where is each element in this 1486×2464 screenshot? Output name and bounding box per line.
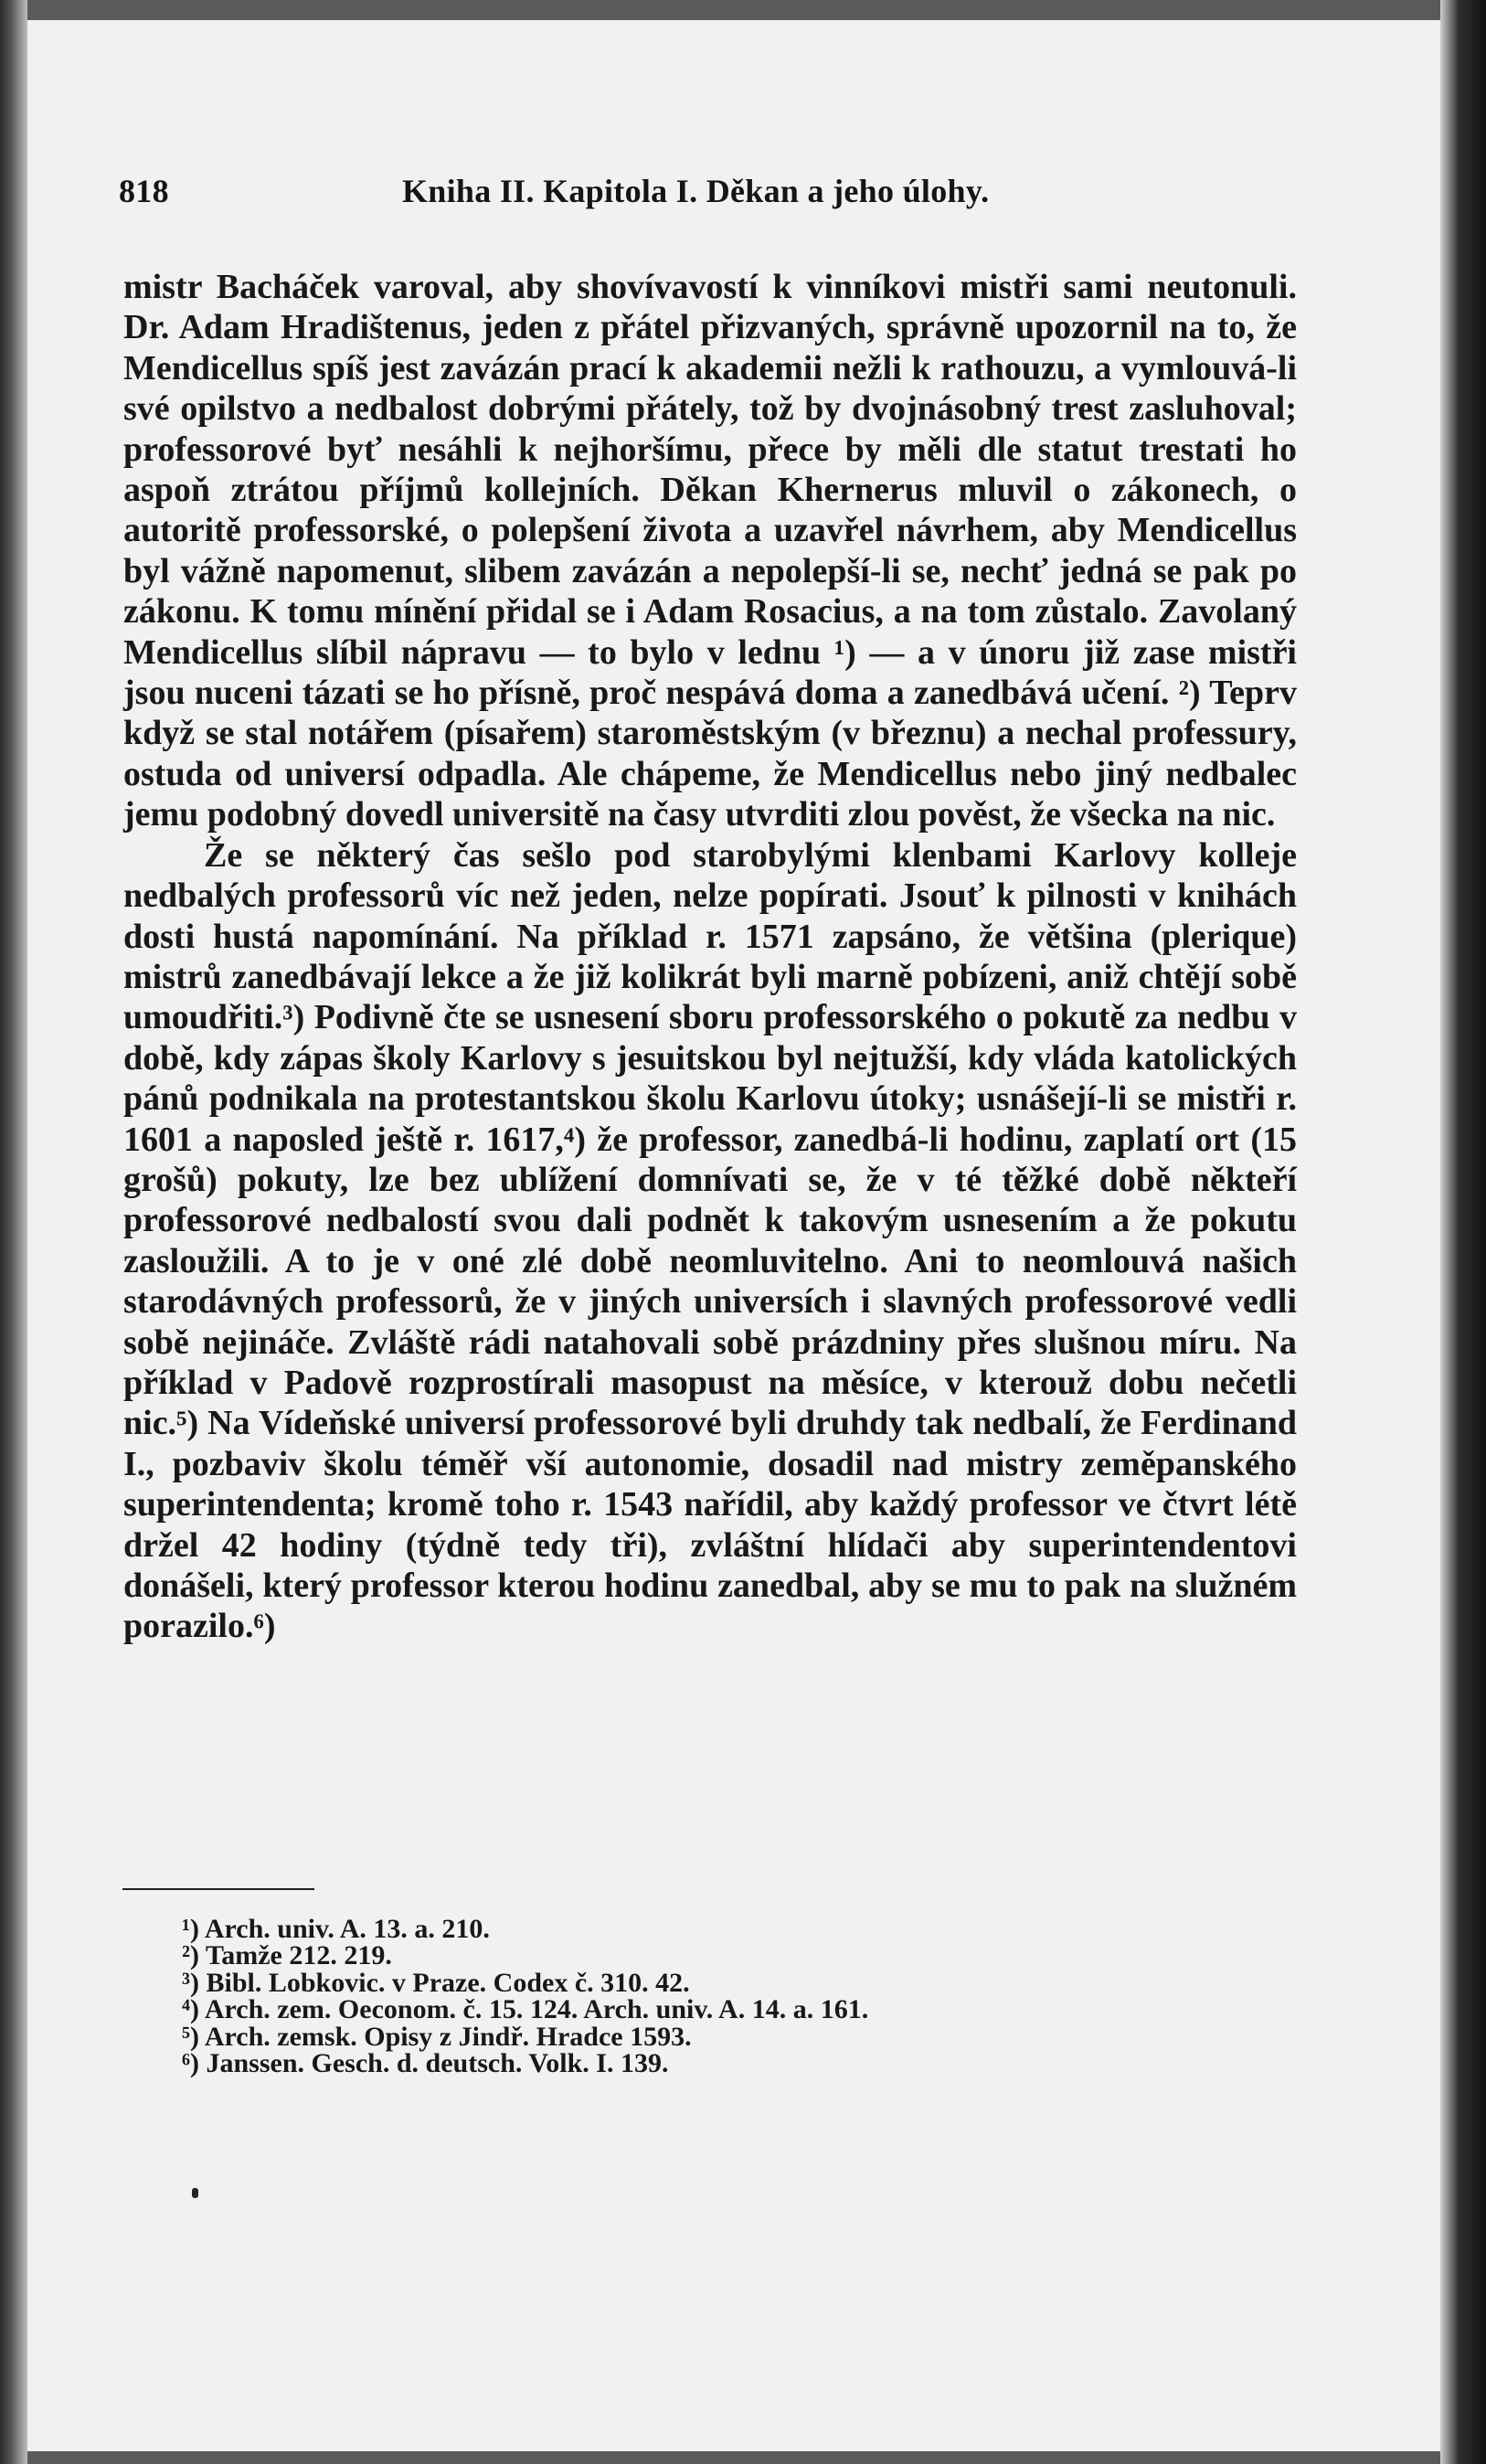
footnote-text: Tamže 212. 219. (205, 1940, 392, 1971)
footnote-text: Arch. zem. Oeconom. č. 15. 124. Arch. univ. A. 14. a. 161. (204, 1994, 869, 2025)
page-number: 818 (119, 173, 169, 209)
footnote-mark: ³) (182, 1967, 199, 1998)
footnote (182, 1940, 1261, 1971)
footnote (182, 1994, 1261, 2025)
running-title: Kniha II. Kapitola I. Děkan a jeho úlohy. (402, 173, 990, 209)
footnote-mark: ⁶) (182, 2048, 199, 2079)
footnote-mark: ⁴) (182, 1994, 199, 2025)
footnote (182, 1914, 1261, 1944)
footnote (182, 2021, 1261, 2052)
scan-edge-right (1440, 0, 1486, 2464)
paragraph: Že se některý čas sešlo pod starobylými klenbami Karlovy kolleje nedbalých professorů víc než jeden, nelze popírati. Jsouť k pilnosti v knihách dosti hustá napomínání. Na příklad r. 1571 zapsáno, že většina (plerique) mistrů zanedbávají lekce a že již kolikrát byli marně pobízeni, aniž chtějí sobě umoudřiti.³) Podivně čte se usnesení sboru professorského o pokutě za nedbu v době, kdy zápas školy Karlovy s jesuitskou byl nejtužší, kdy vláda katolických pánů podnikala na protestantskou školu Karlovu útoky; usnášejí-li se mistři r. 1601 a naposled ještě r. 1617,⁴) že professor, zanedbá-li hodinu, zaplatí ort (15 grošů) pokuty, lze bez ublížení domnívati se, že v té těžké době někteří professorové nedbalostí svou dali podnět k takovým usnesením a že pokutu zasloužili. A to je v oné zlé době neomluvitelno. Ani to neomlouvá našich starodávných professorů, že v jiných universích i slavných professorové vedli sobě nejináče. Zvláště rádi natahovali sobě prázdniny přes slušnou míru. Na příklad v Padově rozprostírali masopust na měsíce, v kterouž dobu nečetli nic.⁵) Na Vídeňské universí professorové byli druhdy tak nedbalí, že Ferdinand I., pozbaviv školu téměř vší autonomie, dosadil nad mistry zeměpanského superintendenta; kromě toho r. 1543 nařídil, aby každý professor ve čtvrt létě držel 42 hodiny (týdně tedy tři), zvláštní hlídači aby superintendentovi donášeli, který professor kterou hodinu zanedbal, aby se mu to pak na služném porazilo.⁶) (123, 835, 1297, 1646)
footnote-text: Arch. zemsk. Opisy z Jindř. Hradce 1593. (204, 2021, 692, 2052)
body-text (123, 267, 1297, 1647)
paragraph: mistr Bacháček varoval, aby shovívavostí k vinníkovi mistři sami neutonuli. Dr. Adam Hradištenus, jeden z přátel přizvaných, správně upozornil na to, že Mendicellus spíš jest zavázán prací k akademii nežli k rathouzu, a vymlouvá-li své opilstvo a nedbalost dobrými přátely, tož by dvojnásobný trest zasluhoval; professorové byť nesáhli k nejhoršímu, přece by měli dle statut trestati ho aspoň ztrátou příjmů kollejních. Děkan Khernerus mluvil o zákonech, o autoritě professorské, o polepšení života a uzavřel návrhem, aby Mendicellus byl vážně napomenut, slibem zavázán a nepolepší-li se, nechť jedná se pak po zákonu. K tomu mínění přidal se i Adam Rosacius, a na tom zůstalo. Zavolaný Mendicellus slíbil nápravu — to bylo v lednu ¹) — a v únoru již zase mistři jsou nuceni tázati se ho přísně, proč nespává doma a zanedbává učení. ²) Teprv když se stal notářem (písařem) staroměstským (v březnu) a nechal professury, ostuda od universí odpadla. Ale chápeme, že Mendicellus nebo jiný nedbalec jemu podobný dovedl universitě na časy utvrditi zlou pověst, že všecka na nic. (123, 268, 1297, 834)
footnote (182, 1967, 1261, 1998)
footnote-mark: ⁵) (182, 2021, 199, 2052)
footnote-mark: ²) (182, 1940, 199, 1971)
footnote (182, 2048, 1261, 2079)
footnote-rule (122, 1888, 314, 1890)
footnotes (182, 1914, 1261, 2079)
page-header (119, 155, 1298, 219)
footnote-text: Janssen. Gesch. d. deutsch. Volk. I. 139. (206, 2048, 669, 2079)
scan-edge-left (0, 0, 27, 2464)
footnote-text: Arch. univ. A. 13. a. 210. (204, 1914, 490, 1944)
ink-speck (192, 2188, 198, 2198)
footnote-text: Bibl. Lobkovic. v Praze. Codex č. 310. 42. (206, 1967, 690, 1998)
footnote-mark: ¹) (182, 1914, 199, 1944)
